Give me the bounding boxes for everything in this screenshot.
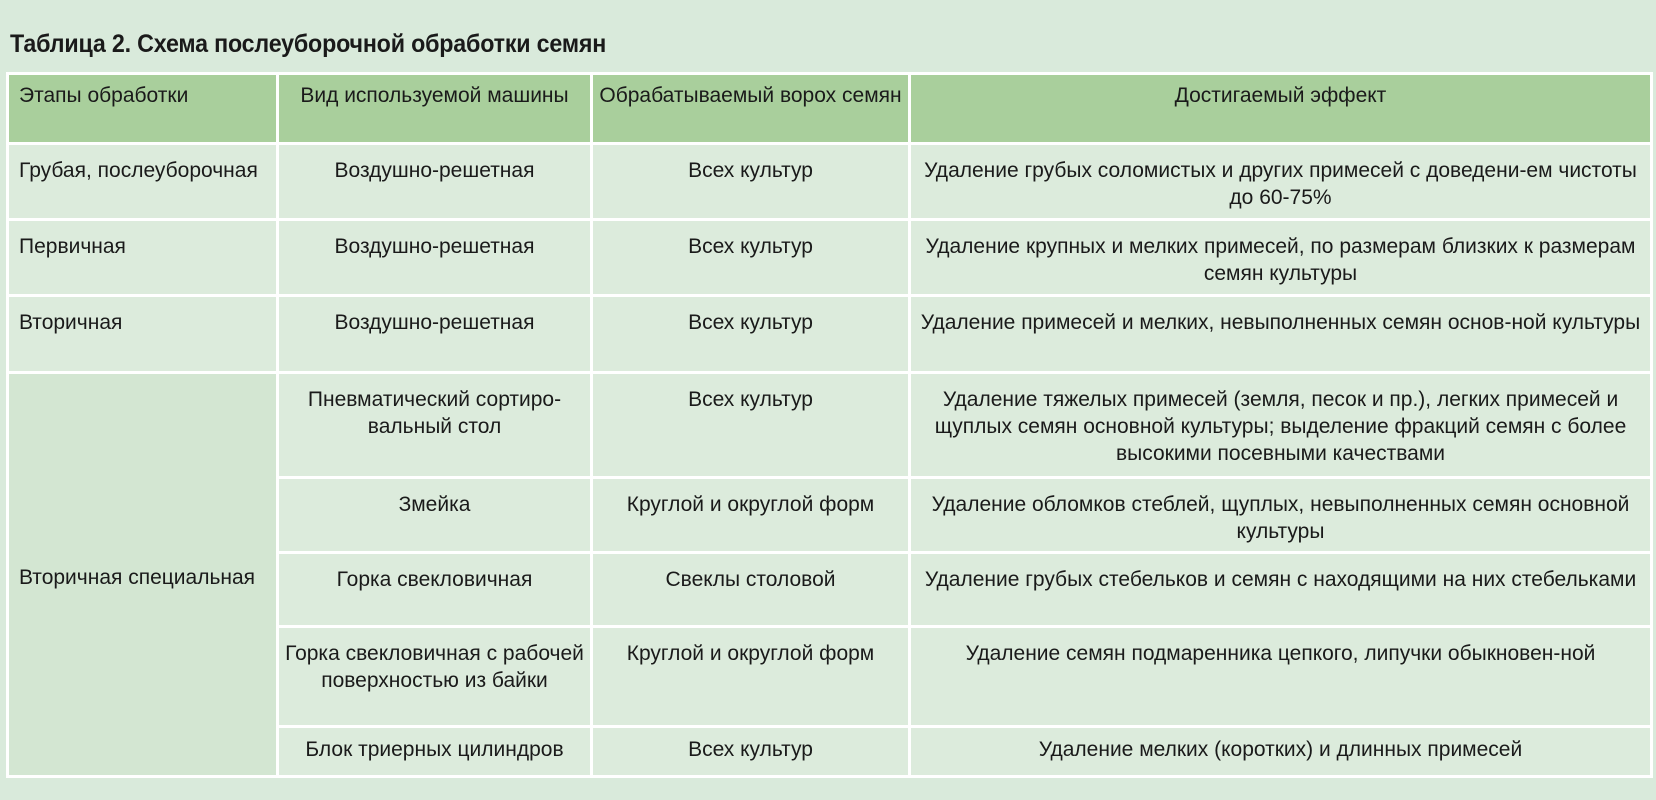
cell-effect: Удаление мелких (коротких) и длинных примесей — [910, 727, 1652, 777]
table-header-row — [8, 74, 1652, 144]
cell-heap: Всех культур — [592, 220, 910, 296]
cell-heap: Всех культур — [592, 373, 910, 478]
cell-stage: Грубая, послеуборочная — [8, 144, 278, 220]
header-effect: Достигаемый эффект — [910, 74, 1652, 144]
cell-heap: Круглой и округлой форм — [592, 478, 910, 553]
cell-machine: Воздушно-решетная — [278, 296, 592, 373]
cell-heap: Всех культур — [592, 296, 910, 373]
cell-effect: Удаление грубых стебельков и семян с находящими на них стебельками — [910, 553, 1652, 627]
cell-effect: Удаление обломков стеблей, щуплых, невыполненных семян основной культуры — [910, 478, 1652, 553]
cell-stage-special: Вторичная специальная — [8, 373, 278, 777]
cell-effect: Удаление примесей и мелких, невыполненных семян основ-ной культуры — [910, 296, 1652, 373]
processing-table — [6, 72, 1653, 778]
cell-machine: Пневматический сортиро-вальный стол — [278, 373, 592, 478]
cell-heap: Свеклы столовой — [592, 553, 910, 627]
cell-effect: Удаление грубых соломистых и других примесей с доведени-ем чистоты до 60-75% — [910, 144, 1652, 220]
cell-machine: Блок триерных цилиндров — [278, 727, 592, 777]
cell-machine: Воздушно-решетная — [278, 220, 592, 296]
cell-machine: Змейка — [278, 478, 592, 553]
header-heap: Обрабатываемый ворох семян — [592, 74, 910, 144]
cell-heap: Всех культур — [592, 727, 910, 777]
table-row — [8, 220, 1652, 296]
cell-effect: Удаление тяжелых примесей (земля, песок и пр.), легких примесей и щуплых семян основной культуры; выделение фракций семян с более высокими посевными качествами — [910, 373, 1652, 478]
table-title: Таблица 2. Схема послеуборочной обработки семян — [10, 30, 607, 58]
cell-stage: Вторичная — [8, 296, 278, 373]
table-row — [8, 373, 1652, 478]
cell-stage: Первичная — [8, 220, 278, 296]
cell-machine: Горка свекловичная — [278, 553, 592, 627]
header-machine: Вид используемой машины — [278, 74, 592, 144]
cell-effect: Удаление семян подмаренника цепкого, липучки обыкновен-ной — [910, 627, 1652, 727]
table-row — [8, 144, 1652, 220]
cell-machine: Горка свекловичная с рабочей поверхностью из байки — [278, 627, 592, 727]
header-stage: Этапы обработки — [8, 74, 278, 144]
cell-heap: Всех культур — [592, 144, 910, 220]
cell-effect: Удаление крупных и мелких примесей, по размерам близких к размерам семян культуры — [910, 220, 1652, 296]
table-row — [8, 296, 1652, 373]
cell-machine: Воздушно-решетная — [278, 144, 592, 220]
cell-heap: Круглой и округлой форм — [592, 627, 910, 727]
